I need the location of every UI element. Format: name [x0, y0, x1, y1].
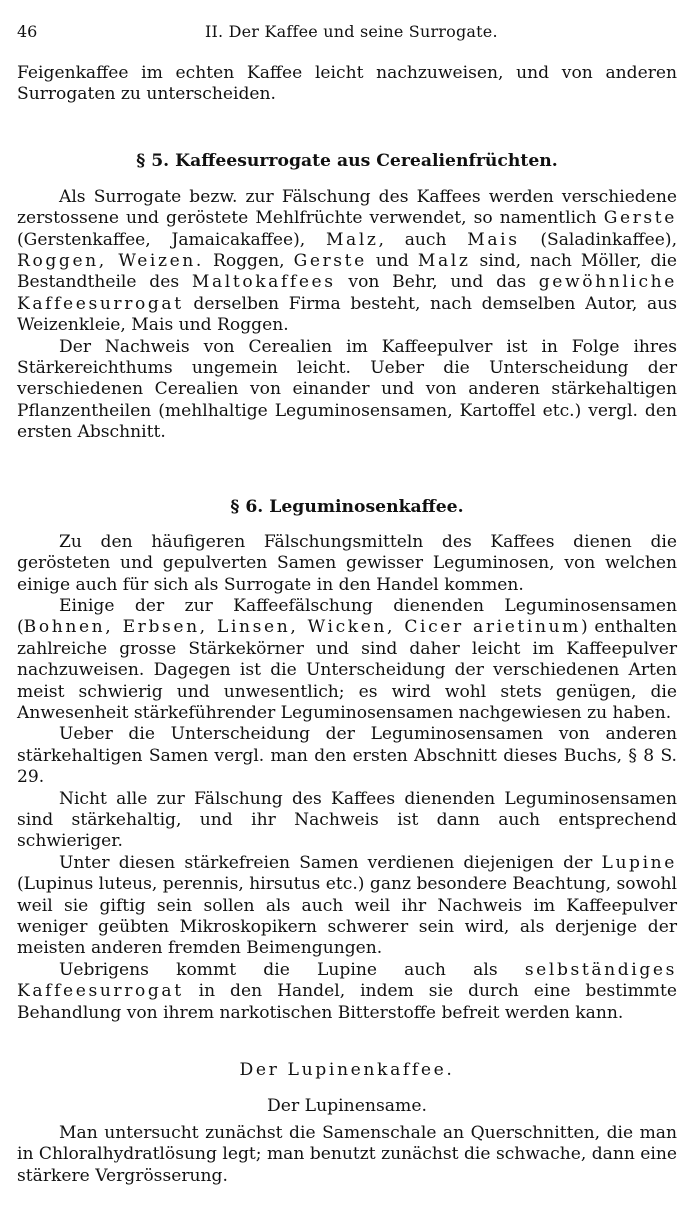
section-6-paragraph-6	[17, 960, 677, 1024]
section-5-title: Kaffeesurrogate aus Cerealienfrüchten.	[175, 150, 558, 171]
text-run: und	[366, 251, 418, 272]
spaced-term: Gerste	[293, 251, 367, 272]
text-run: Roggen,	[203, 251, 294, 272]
text-run: ) enthalten zahlreiche grosse Stärkekörner und sind daher leicht im Kaffeepulver nachzuweisen. Dagegen ist die Unterscheidung der verschiedenen Arten meist schwierig und unwesentlich; es wird wohl stets genügen, die Anwesenheit stärkeführender Leguminosensamen nachgewiesen zu haben.	[17, 617, 677, 723]
section-5-number: § 5.	[136, 150, 170, 171]
text-run: (Lupinus luteus, perennis, hirsutus etc.) ganz besondere Beachtung, sowohl weil sie giftig sein sollen als auch weil ihr Nachweis im Kaffeepulver weniger geübten Mikroskopikern schwerer sein wird, als derjenige der meisten anderen fremden Beimengungen.	[17, 874, 677, 959]
section-6-paragraph-2	[17, 596, 677, 724]
running-head: II. Der Kaffee und seine Surrogate.	[205, 22, 498, 41]
spaced-term: Malz	[417, 251, 471, 272]
text-run: sind, nach Möller, die Bestandtheile des	[17, 251, 677, 293]
spaced-term: gewöhnliche Kaffeesurrogat	[17, 272, 677, 314]
section-6-paragraph-4: Nicht alle zur Fälschung des Kaffees dienenden Leguminosensamen sind stärkehaltig, und ihr Nachweis ist dann auch entsprechend schwieriger.	[17, 788, 677, 852]
section-6-number: § 6.	[230, 496, 264, 517]
text-run: von Behr, und das	[335, 272, 539, 293]
book-page	[17, 22, 677, 1187]
section-5-heading	[17, 150, 677, 172]
lupinensame-subheading: Der Lupinensame.	[267, 1096, 427, 1117]
text-run: Unter diesen stärkefreien Samen verdienen diejenigen der	[59, 852, 602, 873]
section-5-paragraph-2: Der Nachweis von Cerealien im Kaffeepulver ist in Folge ihres Stärkereichthums ungemein leicht. Ueber die Unterscheidung der verschiedenen Cerealien von einander und von anderen stärkehaltigen Pflanzentheilen (mehlhaltige Leguminosensamen, Kartoffel etc.) vergl. den ersten Abschnitt.	[17, 336, 677, 443]
spaced-term: Maltokaffees	[191, 272, 336, 293]
text-run: Einige der zur Kaffeefälschung dienenden Leguminosensamen (	[17, 595, 677, 638]
section-5-paragraph-1	[17, 187, 677, 337]
spaced-term: Lupine	[601, 852, 677, 873]
spaced-term: Mais	[467, 229, 520, 250]
text-run: in den Handel, indem sie durch eine bestimmte Behandlung von ihrem narkotischen Bitterstoffe befreit werden kann.	[17, 981, 677, 1023]
spaced-term: Gerste	[603, 208, 677, 229]
spaced-term: Roggen, Weizen.	[17, 251, 204, 272]
section-6-paragraph-5	[17, 853, 677, 960]
lupinenkaffee-paragraph-1: Man untersucht zunächst die Samenschale an Querschnitten, die man in Chloralhydratlösung legt; man benutzt zunächst die schwache, dann eine stärkere Vergrösserung.	[17, 1123, 677, 1186]
spaced-term: Bohnen, Erbsen, Linsen, Wicken, Cicer arietinum	[23, 617, 581, 638]
text-run: (Saladinkaffee),	[519, 229, 677, 250]
text-run: Als Surrogate bezw. zur Fälschung des Kaffees werden verschiedene zerstossene und geröstete Mehlfrüchte verwendet, so namentlich	[17, 186, 677, 229]
text-run: derselben Firma besteht, nach demselben Autor, aus Weizenkleie, Mais und Roggen.	[17, 293, 677, 336]
lupinenkaffee-heading: Der Lupinenkaffee.	[239, 1060, 455, 1081]
section-6-title: Leguminosenkaffee.	[269, 496, 464, 517]
spaced-term: Malz	[325, 229, 379, 250]
page-number: 46	[17, 22, 38, 41]
text-run: , auch	[378, 229, 468, 250]
page-header	[17, 22, 677, 46]
continuation-paragraph: Feigenkaffee im echten Kaffee leicht nachzuweisen, und von anderen Surrogaten zu unterscheiden.	[17, 63, 677, 105]
spaced-term: selbständiges Kaffeesurrogat	[17, 959, 677, 1002]
section-6-paragraph-1: Zu den häufigeren Fälschungsmitteln des Kaffees dienen die gerösteten und gepulverten Samen gewisser Leguminosen, von welchen einige auch für sich als Surrogate in den Handel kommen.	[17, 531, 677, 595]
section-6-paragraph-3: Ueber die Unterscheidung der Leguminosensamen von anderen stärkehaltigen Samen vergl. man den ersten Abschnitt dieses Buchs, § 8 S. 29.	[17, 724, 677, 788]
section-6-heading	[17, 496, 677, 518]
text-run: Uebrigens kommt die Lupine auch als	[59, 959, 525, 980]
text-run: (Gerstenkaffee, Jamaicakaffee),	[17, 229, 326, 250]
